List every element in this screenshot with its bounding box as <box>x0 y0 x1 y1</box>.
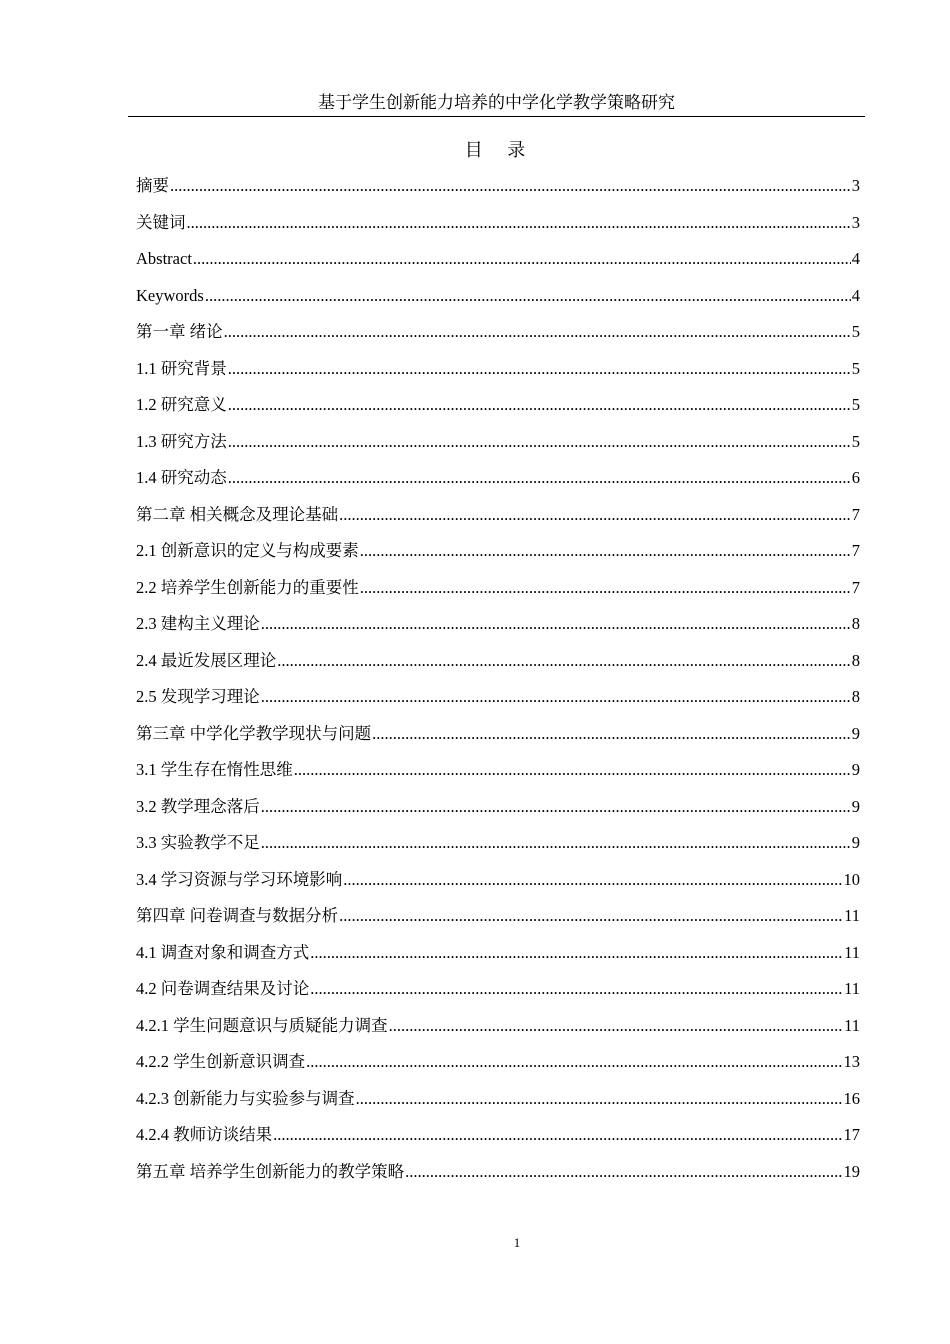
toc-entry-label: 摘要 <box>136 176 169 195</box>
toc-dot-leader <box>224 318 851 346</box>
toc-dot-leader <box>360 574 851 602</box>
toc-entry[interactable] <box>136 1121 860 1158</box>
header-title: 基于学生创新能力培养的中学化学教学策略研究 <box>318 93 675 112</box>
toc-entry[interactable] <box>136 793 860 830</box>
toc-entry-page-number: 6 <box>851 468 860 487</box>
toc-dot-leader <box>261 829 851 857</box>
toc-dot-leader <box>339 501 851 529</box>
toc-entry-page-number: 3 <box>851 212 860 232</box>
toc-entry[interactable] <box>136 1158 860 1195</box>
toc-entry-label: 1.2 研究意义 <box>136 395 227 414</box>
toc-entry[interactable] <box>136 537 860 574</box>
toc-list <box>136 172 860 1194</box>
toc-entry-page-number: 8 <box>851 650 860 670</box>
toc-entry[interactable] <box>136 939 860 976</box>
toc-dot-leader <box>170 172 851 200</box>
toc-entry-label: 3.3 实验教学不足 <box>136 833 260 852</box>
toc-entry-page-number: 16 <box>843 1088 860 1108</box>
toc-entry-page-number: 9 <box>851 796 860 816</box>
toc-dot-leader <box>372 720 851 748</box>
toc-dot-leader <box>294 756 851 784</box>
toc-entry-label: 关键词 <box>136 212 186 232</box>
toc-entry[interactable] <box>136 501 860 538</box>
toc-entry-page-number: 7 <box>851 504 860 524</box>
toc-dot-leader <box>228 428 851 456</box>
toc-entry-label: 3.4 学习资源与学习环境影响 <box>136 869 343 889</box>
toc-entry-label: 2.5 发现学习理论 <box>136 687 260 706</box>
toc-entry-label: 1.1 研究背景 <box>136 358 227 378</box>
toc-entry-page-number: 19 <box>843 1161 860 1181</box>
toc-dot-leader <box>389 1012 843 1040</box>
toc-entry-label: 3.2 教学理念落后 <box>136 796 260 816</box>
toc-entry-label: 第三章 中学化学教学现状与问题 <box>136 723 372 743</box>
toc-entry-page-number: 5 <box>851 431 860 451</box>
toc-entry[interactable] <box>136 574 860 611</box>
toc-entry[interactable] <box>136 756 860 793</box>
toc-entry-page-number: 5 <box>851 395 860 414</box>
toc-entry[interactable] <box>136 683 860 720</box>
toc-entry[interactable] <box>136 428 860 465</box>
toc-dot-leader <box>228 391 851 419</box>
toc-entry-page-number: 4 <box>851 249 860 268</box>
toc-entry-page-number: 7 <box>851 541 860 560</box>
toc-entry-page-number: 5 <box>851 358 860 378</box>
toc-dot-leader <box>306 1048 842 1076</box>
toc-entry-page-number: 9 <box>851 723 860 743</box>
toc-entry[interactable] <box>136 902 860 939</box>
toc-dot-leader <box>261 683 851 711</box>
toc-entry-label: 第一章 绪论 <box>136 322 223 341</box>
toc-entry-label: 2.3 建构主义理论 <box>136 614 260 633</box>
toc-dot-leader <box>310 975 843 1003</box>
page-header <box>128 92 865 117</box>
toc-dot-leader <box>261 610 851 638</box>
toc-entry[interactable] <box>136 1085 860 1122</box>
toc-entry[interactable] <box>136 1048 860 1085</box>
toc-entry-label: 4.1 调查对象和调查方式 <box>136 942 310 962</box>
toc-entry-page-number: 11 <box>844 979 860 998</box>
toc-entry[interactable] <box>136 720 860 757</box>
toc-entry-page-number: 17 <box>843 1125 860 1144</box>
toc-dot-leader <box>205 282 851 310</box>
toc-entry-label: 4.2.1 学生问题意识与质疑能力调查 <box>136 1015 388 1035</box>
toc-dot-leader <box>405 1158 842 1186</box>
toc-dot-leader <box>187 209 851 237</box>
toc-entry-page-number: 8 <box>851 614 860 633</box>
toc-entry-label: Abstract <box>136 249 192 268</box>
toc-entry[interactable] <box>136 391 860 428</box>
toc-entry-page-number: 5 <box>851 322 860 341</box>
toc-entry-page-number: 11 <box>844 906 860 925</box>
toc-dot-leader <box>343 866 842 894</box>
toc-entry-label: 1.4 研究动态 <box>136 468 227 487</box>
toc-entry-page-number: 7 <box>851 577 860 597</box>
toc-entry-page-number: 3 <box>851 176 860 195</box>
toc-entry-label: 2.2 培养学生创新能力的重要性 <box>136 577 359 597</box>
toc-entry[interactable] <box>136 355 860 392</box>
toc-entry[interactable] <box>136 829 860 866</box>
toc-entry-page-number: 8 <box>851 687 860 706</box>
toc-entry-label: 4.2.2 学生创新意识调查 <box>136 1052 306 1071</box>
toc-entry[interactable] <box>136 245 860 282</box>
toc-dot-leader <box>339 902 843 930</box>
toc-entry[interactable] <box>136 282 860 319</box>
toc-entry-page-number: 9 <box>851 833 860 852</box>
toc-entry[interactable] <box>136 1012 860 1049</box>
toc-dot-leader <box>193 245 851 273</box>
toc-dot-leader <box>228 355 851 383</box>
toc-entry[interactable] <box>136 209 860 246</box>
toc-entry-page-number: 11 <box>844 942 860 962</box>
toc-entry-label: 第四章 问卷调查与数据分析 <box>136 906 339 925</box>
toc-entry-label: 1.3 研究方法 <box>136 431 227 451</box>
toc-entry-page-number: 11 <box>844 1015 860 1035</box>
toc-entry-label: 3.1 学生存在惰性思维 <box>136 760 293 779</box>
toc-dot-leader <box>310 939 843 967</box>
toc-entry[interactable] <box>136 975 860 1012</box>
page-number: 1 <box>513 1235 521 1250</box>
toc-dot-leader <box>228 464 851 492</box>
toc-entry[interactable] <box>136 172 860 209</box>
toc-entry-label: 第二章 相关概念及理论基础 <box>136 504 339 524</box>
toc-entry-page-number: 9 <box>851 760 860 779</box>
toc-title: 目 录 <box>464 140 536 160</box>
toc-entry[interactable] <box>136 866 860 903</box>
toc-entry-page-number: 4 <box>851 285 860 305</box>
toc-entry[interactable] <box>136 464 860 501</box>
toc-dot-leader <box>360 537 851 565</box>
toc-dot-leader <box>356 1085 843 1113</box>
toc-entry[interactable] <box>136 610 860 647</box>
toc-entry-label: 第五章 培养学生创新能力的教学策略 <box>136 1161 405 1181</box>
toc-entry-label: Keywords <box>136 285 204 305</box>
toc-dot-leader <box>273 1121 842 1149</box>
toc-dot-leader <box>277 647 851 675</box>
toc-entry[interactable] <box>136 647 860 684</box>
toc-entry-label: 4.2 问卷调查结果及讨论 <box>136 979 310 998</box>
toc-entry-label: 4.2.3 创新能力与实验参与调查 <box>136 1088 355 1108</box>
toc-entry-page-number: 10 <box>843 869 860 889</box>
toc-entry-label: 4.2.4 教师访谈结果 <box>136 1125 273 1144</box>
toc-entry-label: 2.1 创新意识的定义与构成要素 <box>136 541 359 560</box>
toc-dot-leader <box>261 793 851 821</box>
toc-entry[interactable] <box>136 318 860 355</box>
toc-entry-page-number: 13 <box>843 1052 860 1071</box>
toc-entry-label: 2.4 最近发展区理论 <box>136 650 277 670</box>
